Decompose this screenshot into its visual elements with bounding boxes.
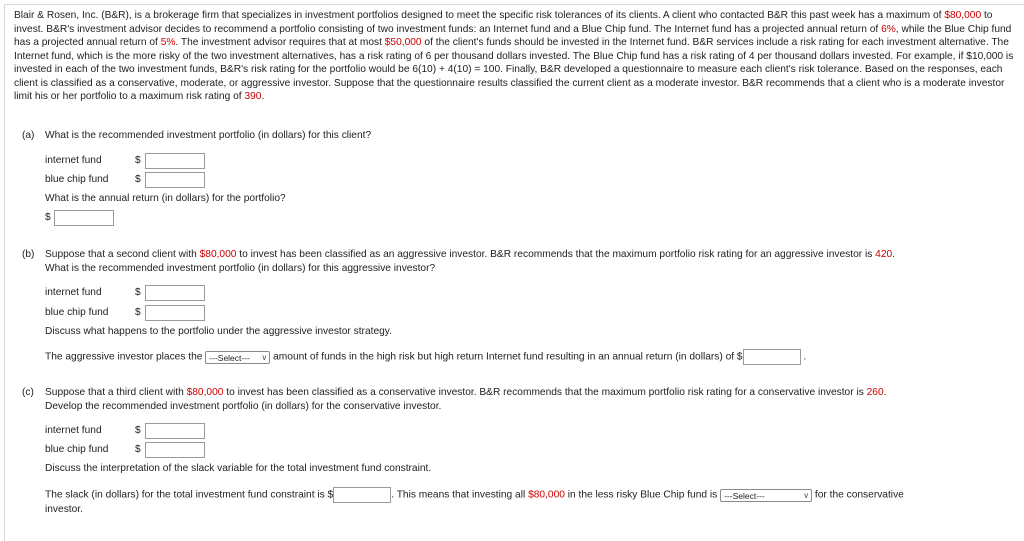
part-b-strategy-sentence — [45, 349, 806, 365]
part-c-slack-input[interactable] — [333, 487, 391, 503]
intro-text-1: Blair & Rosen, Inc. (B&R), is a brokerage firm that specializes in investment portfolios designed to meet the specific risk tolerances of its clients. A client who contacted B&R this past week has a maximum of — [14, 10, 945, 21]
part-b-internet-dollar: $ — [135, 287, 141, 298]
part-c-slack-sentence — [45, 487, 904, 503]
part-b-letter: (b) — [22, 249, 35, 260]
part-b-question-2: What is the recommended investment portfolio (in dollars) for this aggressive investor? — [45, 263, 436, 274]
part-c-question-1 — [45, 386, 886, 400]
part-c-risk: 260 — [866, 387, 884, 398]
part-a-letter: (a) — [22, 130, 35, 141]
part-c-bluechip-label: blue chip fund — [45, 444, 109, 455]
part-b-bluechip-dollar: $ — [135, 307, 141, 318]
part-a-internet-dollar: $ — [135, 155, 141, 166]
part-b-question-1 — [45, 248, 895, 262]
part-b-q1-text-b: to invest has been classified as an aggressive investor. B&R recommends that the maximum portfolio risk rating for an aggressive investor is — [236, 249, 876, 260]
part-b-sentence-a: The aggressive investor places the — [45, 351, 203, 363]
part-c-bluechip-dollar: $ — [135, 444, 141, 455]
part-b-annual-return-input[interactable] — [743, 349, 801, 365]
part-c-question-2: Develop the recommended investment portfolio (in dollars) for the conservative investor. — [45, 401, 442, 412]
intro-amount-2: $50,000 — [384, 37, 422, 48]
part-c-feasibility-select[interactable] — [720, 489, 812, 502]
part-c-q1-text-b: to invest has been classified as a conservative investor. B&R recommends that the maximum portfolio risk rating for a conservative investor is — [223, 387, 867, 398]
part-b-bluechip-input[interactable] — [145, 305, 205, 321]
part-a-return-question: What is the annual return (in dollars) for the portfolio? — [45, 193, 286, 204]
part-b-risk: 420 — [875, 249, 893, 260]
part-b-internet-input[interactable] — [145, 285, 205, 301]
part-c-internet-input[interactable] — [145, 423, 205, 439]
intro-text-5: of the client's funds should be invested in the Internet fund. B&R services include a risk rating for each investment alternative. The Internet fund, which is the more risky of the two investment alternatives, has a risk rating of 6 per thousand dollars invested. The Blue Chip fund has a risk rating of 4 per thousand dollars invested. For example, if $10,000 is invested in each of the two investment funds, B&R's risk rating for the portfolio would be 6(10) + 4(10) = 100. Finally, B&R developed a questionnaire to measure each client's risk tolerance. Based on the responses, each client is classified as a conservative, moderate, or aggressive investor. Suppose that the questionnaire results classified the current client as a moderate investor. B&R recommends that a client who is a moderate investor limit his or her portfolio to a maximum risk rating of — [14, 37, 1014, 102]
chevron-down-icon: ∨ — [803, 490, 810, 500]
part-b-discuss: Discuss what happens to the portfolio under the aggressive investor strategy. — [45, 326, 392, 337]
part-c-discuss: Discuss the interpretation of the slack variable for the total investment fund constraint. — [45, 463, 432, 474]
part-c-bluechip-input[interactable] — [145, 442, 205, 458]
part-c-slack-amount: $80,000 — [528, 489, 565, 501]
part-c-amount: $80,000 — [186, 387, 224, 398]
part-c-q1-text-a: Suppose that a third client with — [45, 387, 187, 398]
chevron-down-icon: ∨ — [261, 352, 268, 362]
intro-amount-1: $80,000 — [944, 10, 982, 21]
part-a-bluechip-dollar: $ — [135, 174, 141, 185]
part-a-internet-input[interactable] — [145, 153, 205, 169]
part-c-slack-text-c: in the less risky Blue Chip fund is — [564, 489, 718, 501]
part-a-bluechip-input[interactable] — [145, 172, 205, 188]
part-a-question: What is the recommended investment portfolio (in dollars) for this client? — [45, 130, 372, 141]
part-b-internet-label: internet fund — [45, 287, 102, 298]
intro-percent-1: 6% — [881, 23, 896, 35]
part-c-letter: (c) — [22, 387, 34, 398]
part-b-bluechip-label: blue chip fund — [45, 307, 109, 318]
part-b-amount: $80,000 — [199, 249, 237, 260]
part-c-internet-dollar: $ — [135, 425, 141, 436]
part-a-return-dollar: $ — [45, 212, 51, 223]
part-c-internet-label: internet fund — [45, 425, 102, 436]
part-b-sentence-end: . — [803, 351, 807, 363]
part-c-select-label: ---Select--- — [724, 490, 765, 501]
part-c-q1-text-c: . — [883, 387, 887, 398]
part-c-slack-text-a: The slack (in dollars) for the total investment fund constraint is $ — [45, 489, 334, 501]
part-b-q1-text-a: Suppose that a second client with — [45, 249, 200, 260]
intro-text-3: , while the Blue Chip fund has a projected annual return of — [14, 23, 1012, 48]
intro-text-2: to invest. B&R's investment advisor decides to recommend a portfolio consisting of two investment funds: an Internet fund and a Blue Chip fund. The Internet fund has a projected annual return of — [14, 10, 993, 35]
intro-text-6: . — [261, 91, 265, 102]
part-c-slack-text-e: investor. — [45, 504, 83, 515]
part-c-slack-text-b: . This means that investing all — [391, 489, 529, 501]
problem-intro — [14, 9, 1018, 104]
part-c-slack-text-d: for the conservative — [814, 489, 904, 501]
part-b-q1-text-c: . — [892, 249, 895, 260]
part-a-bluechip-label: blue chip fund — [45, 174, 109, 185]
part-b-select-label: ---Select--- — [209, 352, 250, 363]
part-a-return-input[interactable] — [54, 210, 114, 226]
part-a-internet-label: internet fund — [45, 155, 102, 166]
intro-risk-1: 390 — [244, 91, 262, 102]
part-b-amount-select[interactable] — [205, 351, 270, 364]
intro-text-4: . The investment advisor requires that at most — [175, 37, 385, 48]
part-b-sentence-b: amount of funds in the high risk but high return Internet fund resulting in an annual return (in dollars) of $ — [273, 351, 743, 363]
intro-percent-2: 5% — [160, 37, 176, 48]
